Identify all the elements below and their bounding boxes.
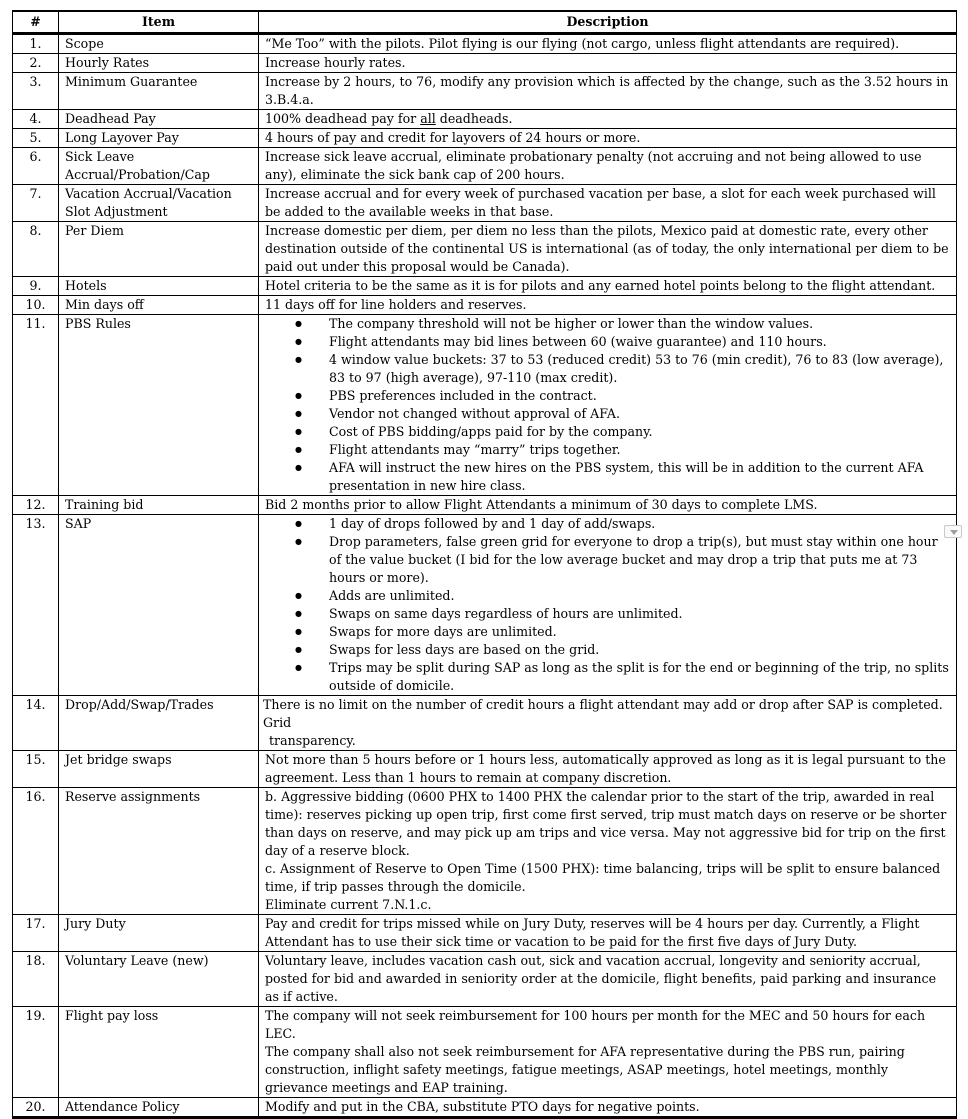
bullet-item: ● The company threshold will not be higher or lower than the window values. [265,315,950,333]
row-number: 4. [13,110,59,129]
table-row [13,788,957,915]
description-paragraph: b. Aggressive bidding (0600 PHX to 1400 PHX the calendar prior to the start of the trip, awarded in real time): reserves picking up open trip, first come first served, trip must match days on reserve or be shorter than days on reserve, and may pick up am trips and vice versa. May not aggressive bid for trip on the first day of a reserve block. [265,789,947,858]
row-description [259,696,957,751]
row-number: 20. [13,1098,59,1118]
row-description: 11 days off for line holders and reserves. [259,296,957,315]
table-row [13,515,957,696]
row-description [259,110,957,129]
description-text: There is no limit on the number of credit hours a flight attendant may add or drop after SAP is completed. Grid [263,697,943,730]
row-number: 17. [13,915,59,952]
row-item: Scope [59,34,259,54]
bullet-item: ● Trips may be split during SAP as long as the split is for the end or beginning of the trip, no splits outside of domicile. [265,659,950,695]
row-description: Not more than 5 hours before or 1 hours less, automatically approved as long as it is legal pursuant to the agreement. Less than 1 hours to remain at company discretion. [259,751,957,788]
row-number: 7. [13,185,59,222]
row-number: 19. [13,1007,59,1098]
row-description: Increase by 2 hours, to 76, modify any provision which is affected by the change, such as the 3.52 hours in 3.B.4.a. [259,73,957,110]
row-number: 10. [13,296,59,315]
row-description: Increase sick leave accrual, eliminate probationary penalty (not accruing and not being allowed to use any), eliminate the sick bank cap of 200 hours. [259,148,957,185]
row-item: Hotels [59,277,259,296]
row-number: 5. [13,129,59,148]
bullet-item: ● Cost of PBS bidding/apps paid for by the company. [265,423,950,441]
bullet-item: ● 1 day of drops followed by and 1 day of add/swaps. [265,515,950,533]
table-options-dropdown-button[interactable] [944,525,962,538]
row-item: Training bid [59,496,259,515]
bullet-item: ● Swaps for more days are unlimited. [265,623,950,641]
bullet-list [265,515,950,695]
table-row [13,54,957,73]
bullet-item: ● Adds are unlimited. [265,587,950,605]
table-header-row [13,11,957,34]
row-description: Increase hourly rates. [259,54,957,73]
row-number: 18. [13,952,59,1007]
row-number: 14. [13,696,59,751]
row-number: 1. [13,34,59,54]
description-text: 100% deadhead pay for [265,111,421,126]
row-item: Per Diem [59,222,259,277]
table-row [13,277,957,296]
row-description [259,788,957,915]
header-description: Description [259,11,957,34]
table-row [13,1098,957,1118]
row-description [259,315,957,496]
bullet-item: ● Drop parameters, false green grid for everyone to drop a trip(s), but must stay within one hour of the value bucket (I bid for the low average bucket and may drop a trip that puts me at 73 hours or more). [265,533,950,587]
table-row [13,34,957,54]
description-text: transparency. [269,733,356,748]
row-item: Hourly Rates [59,54,259,73]
row-number: 16. [13,788,59,915]
row-item: Jury Duty [59,915,259,952]
row-description [259,1007,957,1098]
row-number: 11. [13,315,59,496]
bullet-item: ● PBS preferences included in the contract. [265,387,950,405]
table-row [13,1007,957,1098]
row-item: Jet bridge swaps [59,751,259,788]
row-description: Voluntary leave, includes vacation cash out, sick and vacation accrual, longevity and seniority accrual, posted for bid and awarded in seniority order at the domicile, flight benefits, paid parking and insurance as if active. [259,952,957,1007]
row-description: Bid 2 months prior to allow Flight Attendants a minimum of 30 days to complete LMS. [259,496,957,515]
description-paragraph: Eliminate current 7.N.1.c. [265,897,432,912]
row-description: Increase accrual and for every week of purchased vacation per base, a slot for each week purchased will be added to the available weeks in that base. [259,185,957,222]
row-description: Hotel criteria to be the same as it is for pilots and any earned hotel points belong to the flight attendant. [259,277,957,296]
row-item: Reserve assignments [59,788,259,915]
row-number: 2. [13,54,59,73]
description-text: deadheads. [435,111,513,126]
bullet-item: ● Swaps for less days are based on the grid. [265,641,950,659]
row-item: PBS Rules [59,315,259,496]
row-number: 12. [13,496,59,515]
row-item: Flight pay loss [59,1007,259,1098]
table-row [13,222,957,277]
table-row [13,129,957,148]
table-row [13,185,957,222]
description-paragraph: The company shall also not seek reimbursement for AFA representative during the PBS run, pairing construction, inflight safety meetings, fatigue meetings, ASAP meetings, hotel meetings, monthly grievance meetings and EAP training. [265,1044,905,1095]
row-description: “Me Too” with the pilots. Pilot flying is our flying (not cargo, unless flight attendants are required). [259,34,957,54]
table-row [13,73,957,110]
table-row [13,952,957,1007]
row-number: 3. [13,73,59,110]
row-number: 15. [13,751,59,788]
bullet-list [265,315,950,495]
table-row [13,110,957,129]
underlined-word: all [420,111,436,126]
bullet-item: ● Flight attendants may bid lines between 60 (waive guarantee) and 110 hours. [265,333,950,351]
row-item: SAP [59,515,259,696]
row-number: 6. [13,148,59,185]
bullet-item: ● Flight attendants may “marry” trips together. [265,441,950,459]
header-item: Item [59,11,259,34]
proposal-table [12,10,957,1119]
table-row [13,696,957,751]
row-number: 9. [13,277,59,296]
table-row [13,915,957,952]
row-description: Increase domestic per diem, per diem no less than the pilots, Mexico paid at domestic rate, every other destination outside of the continental US is international (as of today, the only international per diem to be paid out under this proposal would be Canada). [259,222,957,277]
row-description: Modify and put in the CBA, substitute PTO days for negative points. [259,1098,957,1118]
row-item: Min days off [59,296,259,315]
table-row [13,496,957,515]
table-row [13,751,957,788]
row-item: Minimum Guarantee [59,73,259,110]
table-row [13,148,957,185]
bullet-item: ● Swaps on same days regardless of hours are unlimited. [265,605,950,623]
row-item: Drop/Add/Swap/Trades [59,696,259,751]
row-item: Long Layover Pay [59,129,259,148]
bullet-item: ● Vendor not changed without approval of AFA. [265,405,950,423]
table-row [13,296,957,315]
row-item: Sick Leave Accrual/Probation/Cap [59,148,259,185]
row-item: Voluntary Leave (new) [59,952,259,1007]
table-row [13,315,957,496]
row-item: Vacation Accrual/Vacation Slot Adjustment [59,185,259,222]
row-description [259,515,957,696]
bullet-item: ● 4 window value buckets: 37 to 53 (reduced credit) 53 to 76 (min credit), 76 to 83 (low average), 83 to 97 (high average), 97-110 (max credit). [265,351,950,387]
row-description: 4 hours of pay and credit for layovers of 24 hours or more. [259,129,957,148]
bullet-item: ● AFA will instruct the new hires on the PBS system, this will be in addition to the current AFA presentation in new hire class. [265,459,950,495]
row-item: Attendance Policy [59,1098,259,1118]
row-number: 8. [13,222,59,277]
row-item: Deadhead Pay [59,110,259,129]
row-description: Pay and credit for trips missed while on Jury Duty, reserves will be 4 hours per day. Currently, a Flight Attendant has to use their sick time or vacation to be paid for the first five days of Jury Duty. [259,915,957,952]
header-num: # [13,11,59,34]
description-paragraph: c. Assignment of Reserve to Open Time (1500 PHX): time balancing, trips will be split to ensure balanced time, if trip passes through the domicile. [265,861,941,894]
description-paragraph: The company will not seek reimbursement for 100 hours per month for the MEC and 50 hours for each LEC. [265,1008,926,1041]
row-number: 13. [13,515,59,696]
